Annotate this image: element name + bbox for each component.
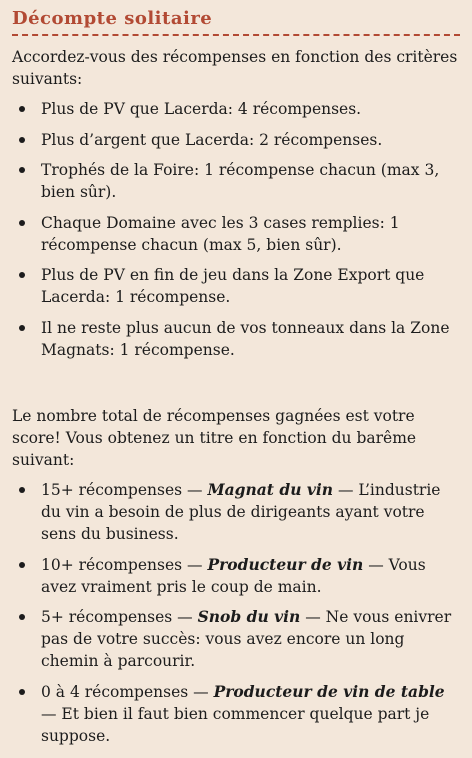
rank-item bbox=[12, 606, 461, 672]
bullet-icon bbox=[19, 106, 25, 112]
score-paragraph: Le nombre total de récompenses gagnées est votre score! Vous obtenez un titre en fonction du barême suivant: bbox=[12, 407, 417, 469]
criteria-item bbox=[12, 98, 461, 120]
rank-description: — Ne vous enivrer pas de votre succès: vous avez encore un long chemin à parcourir. bbox=[41, 608, 452, 670]
criteria-text: Il ne reste plus aucun de vos tonneaux dans la Zone Magnats: 1 récompense. bbox=[41, 318, 450, 359]
bullet-icon bbox=[19, 689, 25, 695]
criteria-text: Plus de PV en fin de jeu dans la Zone Export que Lacerda: 1 récompense. bbox=[41, 266, 425, 306]
bullet-icon bbox=[19, 137, 25, 143]
bullet-icon bbox=[19, 272, 25, 278]
spacer bbox=[12, 369, 460, 395]
rank-count: 0 à 4 récompenses — bbox=[41, 682, 214, 701]
criteria-item bbox=[12, 159, 461, 203]
rank-title: Snob du vin bbox=[197, 607, 301, 626]
rank-count: 15+ récompenses — bbox=[41, 481, 208, 499]
rank-title: Producteur de vin de table bbox=[213, 681, 445, 701]
rank-description: — L’industrie du vin a besoin de plus de dirigeants ayant votre sens du business. bbox=[41, 481, 441, 543]
rank-description: — Vous avez vraiment pris le coup de main. bbox=[41, 555, 426, 596]
intro-paragraph: Accordez-vous des récompenses en fonction des critères suivants: bbox=[12, 48, 458, 88]
bullet-icon bbox=[19, 325, 25, 331]
rank-title: Producteur de vin bbox=[207, 554, 364, 574]
bullet-icon bbox=[19, 614, 25, 620]
rank-description: — Et bien il faut bien commencer quelque part je suppose. bbox=[41, 704, 430, 745]
bullet-icon bbox=[19, 487, 25, 493]
criteria-text: Trophés de la Foire: 1 récompense chacun (max 3, bien sûr). bbox=[41, 161, 440, 201]
rank-item bbox=[12, 479, 461, 545]
criteria-list bbox=[12, 98, 460, 361]
bullet-icon bbox=[19, 167, 25, 173]
criteria-text: Plus de PV que Lacerda: 4 récompenses. bbox=[41, 100, 362, 118]
criteria-text: Chaque Domaine avec les 3 cases remplies: 1 récompense chacun (max 5, bien sûr). bbox=[41, 213, 400, 254]
rank-item bbox=[12, 681, 461, 747]
criteria-item bbox=[12, 129, 461, 151]
rank-count: 5+ récompenses — bbox=[41, 608, 198, 626]
criteria-item bbox=[12, 212, 461, 256]
rank-title: Magnat du vin bbox=[207, 480, 334, 499]
rank-list bbox=[12, 479, 460, 747]
rank-count: 10+ récompenses — bbox=[41, 555, 208, 574]
bullet-icon bbox=[19, 220, 25, 226]
criteria-item bbox=[12, 264, 461, 308]
bullet-icon bbox=[19, 562, 25, 568]
section-title: Décompte solitaire bbox=[12, 6, 460, 36]
criteria-text: Plus d’argent que Lacerda: 2 récompenses. bbox=[41, 130, 383, 149]
rank-item bbox=[12, 554, 461, 598]
criteria-item bbox=[12, 317, 461, 361]
